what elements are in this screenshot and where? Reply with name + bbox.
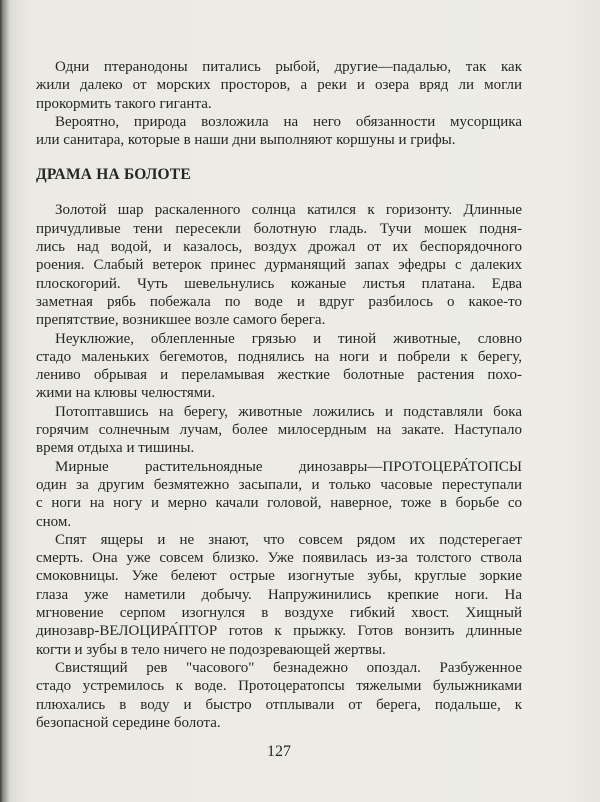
text-line: препятствие, возникшее возле самого берега. [36,312,326,329]
text-line: когти и зубы в тело ничего не подозревающей жертвы. [36,641,386,658]
text-line: Потоптавшись на берегу, животные ложились и подставляли бока [55,403,522,420]
paragraph [36,58,522,113]
paragraph [36,659,522,732]
text-line: Мирные растительноядные динозавры—ПРОТОЦЕРА́ТОПСЫ [55,458,522,475]
paragraph [36,201,522,329]
text-line: лись над водой, и казалось, воздух дрожал от их беспорядочного [36,239,522,256]
text-line: время отдыха и тишины. [36,440,195,457]
text-line: безопасной середине болота. [36,714,221,731]
text-line: глаза уже наметили добычу. Напружинились крепкие ноги. На [36,586,522,603]
text-line: прокормить такого гиганта. [36,95,212,112]
text-line: лениво обрывая и переламывая жесткие болотные растения похо- [36,367,522,384]
text-line: Спят ящеры и не знают, что совсем рядом их подстерегает [55,531,522,548]
paragraph [36,531,522,659]
text-line: с ноги на ногу и мерно качали головой, наверное, тоже в борьбе со [36,495,522,512]
text-line: сном. [36,513,72,530]
text-line: жими на клювы челюстями. [36,385,216,402]
text-line: один за другим безмятежно засыпали, и только часовые переступали [36,476,522,493]
section-body [36,201,522,732]
page-text [36,58,522,732]
text-line: плоскогорий. Чуть шевельнулись кожаные листья платана. Едва [36,275,522,292]
text-line: жили далеко от морских просторов, а реки и озера вряд ли могли [36,77,522,94]
text-line: стадо устремилось к воде. Протоцератопсы тяжелыми булыжниками [36,678,522,695]
text-line: или санитара, которые в наши дни выполняют коршуны и грифы. [36,132,456,149]
text-line: роения. Слабый ветерок принес дурманящий запах эфедры с далеких [36,257,522,274]
paragraph [36,458,522,531]
text-line: заметная рябь побежала по воде и вдруг разбилось о какое-то [36,293,522,310]
text-line: смоковницы. Уже белеют острые изогнутые зубы, круглые зоркие [36,568,522,585]
text-line: динозавр-ВЕЛОЦИРА́ПТОР готов к прыжку. Готов вонзить длинные [36,623,522,640]
text-line: Неуклюжие, облепленные грязью и тиной животные, словно [55,330,522,347]
text-line: горячим солнечным лучам, более милосердным на закате. Наступало [36,422,522,439]
section-heading: ДРАМА НА БОЛОТЕ [36,166,191,184]
text-line: смерть. Она уже совсем близко. Уже появилась из-за толстого ствола [36,550,522,567]
text-line: стадо маленьких бегемотов, поднялись на ноги и побрели к берегу, [36,348,522,365]
text-line: мгновение серпом изогнулся в воздухе гибкий хвост. Хищный [36,605,522,622]
text-line: Одни птеранодоны питались рыбой, другие—падалью, так как [55,59,522,75]
paragraph [36,403,522,458]
text-line: плюхались в воду и быстро отплывали от берега, подальше, к [36,696,522,713]
page-number: 127 [267,743,291,760]
text-line: Вероятно, природа возложила на него обязанности мусорщика [55,113,522,130]
paragraph [36,113,522,150]
paragraph [36,330,522,403]
text-line: Золотой шар раскаленного солнца катился к горизонту. Длинные [55,202,522,219]
intro-text [36,58,522,149]
text-line: причудливые тени пересекли болотную гладь. Тучи мошек подня- [36,220,522,237]
text-line: Свистящий рев "часового" безнадежно опоздал. Разбуженное [55,659,522,676]
